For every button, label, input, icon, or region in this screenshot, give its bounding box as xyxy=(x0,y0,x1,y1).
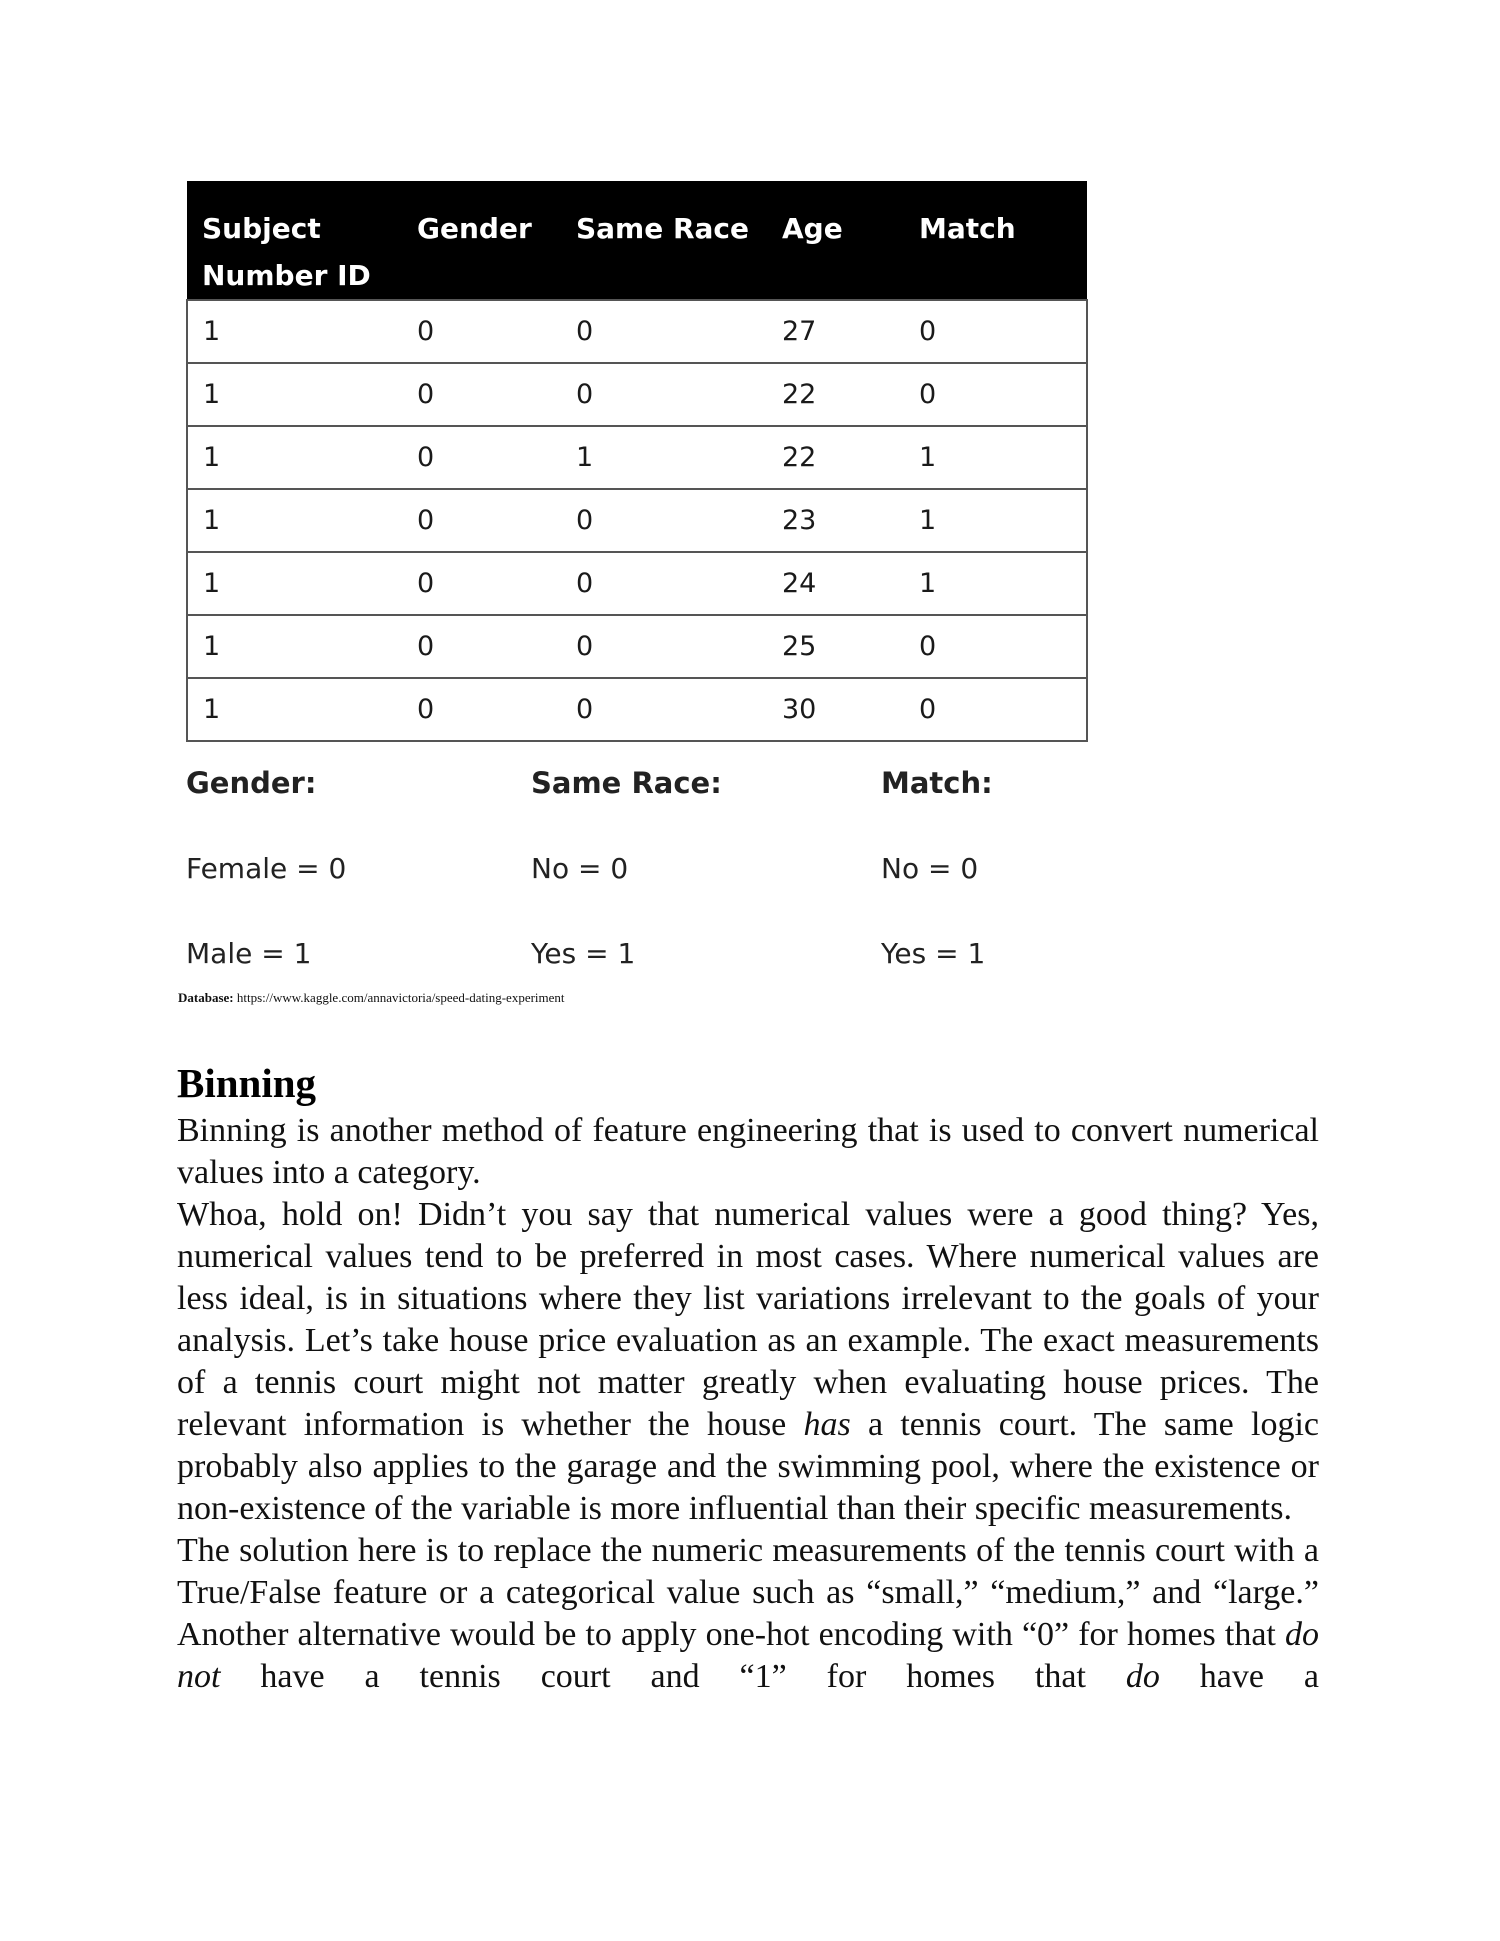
cell-same-race: 0 xyxy=(561,615,767,678)
source-label: Database: xyxy=(178,990,234,1005)
section-body xyxy=(177,1110,1319,1698)
legend-gender-title: Gender: xyxy=(186,766,317,800)
paragraph-3-emphasis-do-not: do not xyxy=(177,1616,1319,1695)
cell-same-race: 0 xyxy=(561,678,767,741)
cell-subject-id: 1 xyxy=(187,489,402,552)
cell-same-race: 0 xyxy=(561,300,767,363)
cell-subject-id: 1 xyxy=(187,426,402,489)
paragraph-3 xyxy=(177,1530,1319,1698)
table-row xyxy=(187,426,1087,489)
cell-match: 1 xyxy=(904,489,1087,552)
cell-same-race: 0 xyxy=(561,489,767,552)
cell-match: 0 xyxy=(904,615,1087,678)
table-row xyxy=(187,489,1087,552)
header-age: Age xyxy=(782,212,843,245)
cell-subject-id: 1 xyxy=(187,363,402,426)
cell-subject-id: 1 xyxy=(187,615,402,678)
table-row xyxy=(187,300,1087,363)
database-source xyxy=(178,990,565,1006)
cell-gender: 0 xyxy=(402,615,561,678)
legend-same-race xyxy=(531,765,722,970)
cell-same-race: 1 xyxy=(561,426,767,489)
section-heading: Binning xyxy=(177,1060,317,1106)
paragraph-3-text-c: have a xyxy=(1159,1658,1319,1695)
table-row xyxy=(187,552,1087,615)
cell-gender: 0 xyxy=(402,489,561,552)
paragraph-2-text-a: Whoa, hold on! Didn’t you say that numerical values were a good thing? Yes, numerical values tend to be preferred in most cases. Where numerical values are less ideal, is in situations where they list variations irrelevant to the goals of your analysis. Let’s take house price evaluation as an example. The exact measurements of a tennis court might not matter greatly when evaluating house prices. The relevant information is whether the house xyxy=(177,1196,1319,1443)
cell-match: 1 xyxy=(904,426,1087,489)
source-url: https://www.kaggle.com/annavictoria/speed-dating-experiment xyxy=(236,990,565,1005)
paragraph-1: Binning is another method of feature engineering that is used to convert numerical values into a category. xyxy=(177,1112,1319,1191)
legend-match xyxy=(881,765,993,970)
cell-gender: 0 xyxy=(402,426,561,489)
header-match: Match xyxy=(919,212,1016,245)
cell-same-race: 0 xyxy=(561,552,767,615)
encoding-legend xyxy=(0,765,1500,995)
cell-gender: 0 xyxy=(402,678,561,741)
cell-age: 23 xyxy=(767,489,904,552)
paragraph-2-text-b: a tennis court. The same logic probably also applies to the garage and the swimming pool, where the existence or non-existence of the variable is more influential than their specific measurements. xyxy=(177,1406,1319,1527)
cell-gender: 0 xyxy=(402,300,561,363)
cell-match: 0 xyxy=(904,363,1087,426)
cell-gender: 0 xyxy=(402,552,561,615)
header-subject-id: Subject Number ID xyxy=(202,212,371,292)
paragraph-2 xyxy=(177,1194,1319,1530)
paragraph-2-emphasis: has xyxy=(803,1406,851,1443)
cell-gender: 0 xyxy=(402,363,561,426)
legend-gender xyxy=(186,765,347,970)
legend-match-yes: Yes = 1 xyxy=(881,937,986,970)
header-same-race: Same Race xyxy=(576,212,750,245)
cell-age: 25 xyxy=(767,615,904,678)
legend-gender-male: Male = 1 xyxy=(186,937,312,970)
cell-age: 30 xyxy=(767,678,904,741)
cell-age: 22 xyxy=(767,426,904,489)
paragraph-3-text-a: The solution here is to replace the numeric measurements of the tennis court with a True/False feature or a categorical value such as “small,” “medium,” and “large.” Another alternative would be to apply one-hot encoding with “0” for homes that xyxy=(177,1532,1319,1653)
cell-age: 22 xyxy=(767,363,904,426)
paragraph-3-emphasis-do: do xyxy=(1125,1658,1160,1695)
table-header-row xyxy=(187,181,1087,300)
cell-subject-id: 1 xyxy=(187,300,402,363)
cell-age: 27 xyxy=(767,300,904,363)
cell-match: 0 xyxy=(904,300,1087,363)
cell-subject-id: 1 xyxy=(187,552,402,615)
cell-subject-id: 1 xyxy=(187,678,402,741)
legend-match-title: Match: xyxy=(881,766,993,800)
cell-age: 24 xyxy=(767,552,904,615)
legend-match-no: No = 0 xyxy=(881,852,979,885)
table-row xyxy=(187,678,1087,741)
header-gender: Gender xyxy=(417,212,532,245)
speed-dating-table xyxy=(186,181,1088,742)
paragraph-3-text-b: have a tennis court and “1” for homes that xyxy=(220,1658,1126,1695)
table-row xyxy=(187,363,1087,426)
legend-same-race-no: No = 0 xyxy=(531,852,629,885)
cell-same-race: 0 xyxy=(561,363,767,426)
cell-match: 1 xyxy=(904,552,1087,615)
legend-gender-female: Female = 0 xyxy=(186,852,347,885)
table-row xyxy=(187,615,1087,678)
legend-same-race-title: Same Race: xyxy=(531,766,722,800)
cell-match: 0 xyxy=(904,678,1087,741)
legend-same-race-yes: Yes = 1 xyxy=(531,937,636,970)
